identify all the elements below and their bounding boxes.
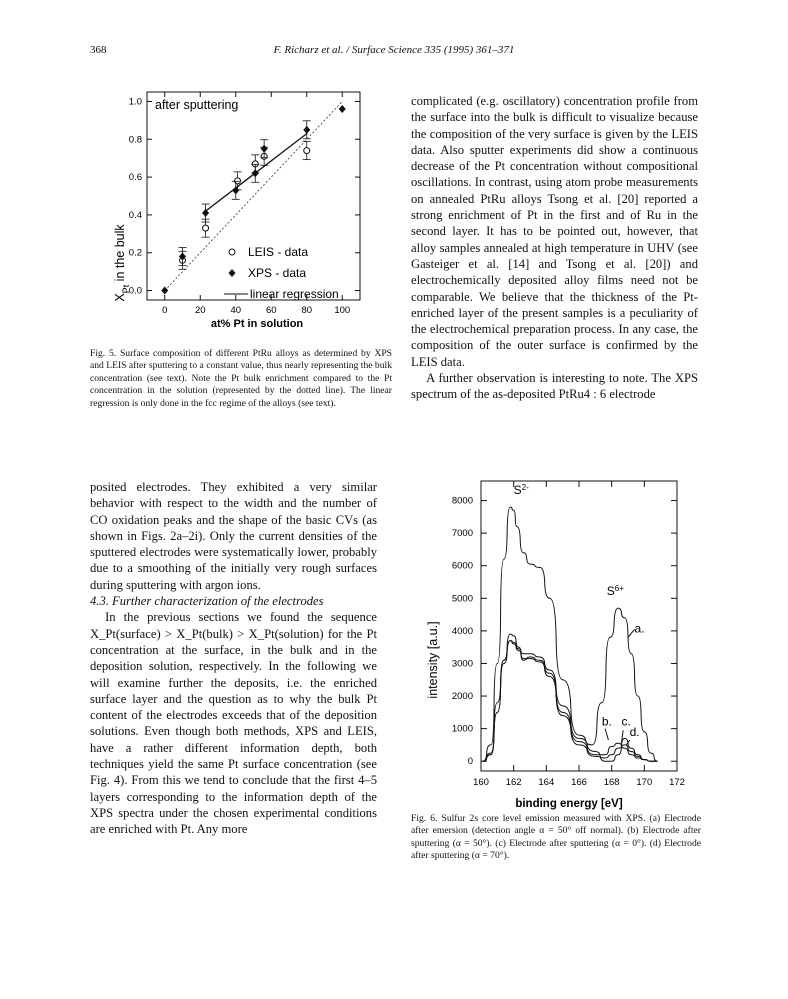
fig6-curve-d bbox=[483, 641, 658, 762]
fig6-x-tick-label: 168 bbox=[603, 777, 620, 788]
fig5-legend-leis-marker bbox=[229, 249, 235, 255]
fig6-curve-label-b: b. bbox=[601, 714, 612, 729]
paragraph: posited electrodes. They exhibited a very similar behavior with respect to the width and the number of CO oxidation peaks and the shape of the basic CVs (as shown in Figs. 2a–2i). Only the current densities of the sputtered electrodes were systematically lower, probably due to a smoothing of the initially very rough surfaces during sputtering with argon ions. bbox=[90, 480, 377, 592]
fig6-x-tick-label: 162 bbox=[505, 777, 522, 788]
paragraph: In the previous sections we found the sequence X_Pt(surface) > X_Pt(bulk) > X_Pt(solution) for the Pt concentration at the surface, in the bulk and in the deposition solution, respectively. In the following we will examine further the deposits, i.e. the enriched surface layer and the question as to why the bulk Pt content of the electrodes exceeds that of the deposition solutions. Even though both methods, XPS and LEIS, have a rather different information depth, both techniques yield the same Pt surface concentration (see Fig. 4). From this we tend to conclude that the first 4–5 layers corresponding to the information depth of the XPS spectra under the chosen experimental conditions are enriched with Pt. Any more bbox=[90, 610, 377, 837]
figure-5-caption: Fig. 5. Surface composition of different PtRu alloys as determined by XPS and LEIS after sputtering to a constant value, thus nearly representing the bulk concentration (see text). Note the Pt bulk enrichment compared to the Pt concentration in the solution (represented by the dotted line). The linear regression is only done in the fcc regime of the alloys (see text). bbox=[90, 348, 392, 409]
figure-5-chart bbox=[90, 72, 390, 344]
fig6-y-tick-label: 5000 bbox=[451, 593, 473, 605]
fig5-legend-reg: linear regression bbox=[250, 287, 339, 301]
fig5-panel-label: after sputtering bbox=[155, 98, 239, 112]
fig6-curve-b bbox=[483, 641, 658, 762]
fig6-y-tick-label: 7000 bbox=[451, 528, 473, 540]
fig5-xps-point bbox=[339, 105, 346, 113]
fig5-xps-point bbox=[232, 186, 239, 194]
page-number: 368 bbox=[90, 44, 107, 56]
left-column-bottom bbox=[90, 479, 377, 838]
fig5-y-tick-label: 0.6 bbox=[128, 172, 142, 184]
fig5-y-tick-label: 0.8 bbox=[128, 134, 142, 146]
fig6-x-tick-label: 166 bbox=[571, 777, 587, 788]
fig6-y-tick-label: 1000 bbox=[451, 723, 473, 735]
fig5-leis-point bbox=[304, 148, 310, 154]
paragraph: complicated (e.g. oscillatory) concentration profile from the surface into the bulk is difficult to visualize because the composition of the very surface is given by the LEIS data. Also sputter experiments did show a continuous decrease of the Pt concentration without compositional oscillations. In contrast, using atom probe measurements on annealed PtRu alloys Tsong et al. [20] reported a strong enrichment of Pt in the first and of Ru in the second layer. It has to be pointed out, however, that alloy samples annealed at high temperature in UHV (see Gasteiger et al. [14] and Tsong et al. [20]) and electrochemically deposited alloy films need not be comparable. We believe that the thickness of the Pt-enriched layer of the present samples is a peculiarity of the electrochemical preparation process. In any case, the composition of the outer surface is confirmed by the LEIS data. bbox=[411, 94, 698, 369]
fig5-x-tick-label: 40 bbox=[230, 305, 242, 316]
fig6-peak-label-s2: $S^{2-}$ bbox=[513, 482, 529, 497]
fig5-legend-leis: LEIS - data bbox=[248, 245, 309, 259]
section-heading: 4.3. Further characterization of the electrodes bbox=[90, 594, 324, 609]
right-column-top bbox=[411, 93, 698, 403]
fig6-y-tick-label: 0 bbox=[467, 756, 473, 768]
fig6-x-tick-label: 160 bbox=[473, 777, 489, 788]
fig6-x-tick-label: 164 bbox=[538, 777, 555, 788]
fig6-curve-label-a: a. bbox=[634, 621, 645, 636]
fig6-x-tick-label: 170 bbox=[636, 777, 653, 788]
fig6-curve-label-c: c. bbox=[621, 714, 631, 729]
fig6-ylabel: intensity [a.u.] bbox=[426, 621, 440, 699]
fig5-ylabel: $X_{Pt}$ in the bulk bbox=[113, 224, 131, 302]
paragraph: A further observation is interesting to note. The XPS spectrum of the as-deposited PtRu4 : 6 electrode bbox=[411, 371, 698, 402]
figure-6-chart bbox=[415, 475, 705, 810]
fig5-x-tick-label: 80 bbox=[301, 305, 313, 316]
fig5-y-tick-label: 0.0 bbox=[128, 285, 142, 297]
fig5-solution-line bbox=[165, 101, 343, 290]
fig5-x-tick-label: 60 bbox=[265, 305, 277, 316]
fig6-peak-label-s6: $S^{6+}$ bbox=[606, 583, 624, 599]
fig5-x-tick-label: 0 bbox=[162, 305, 168, 316]
figure-6-caption: Fig. 6. Sulfur 2s core level emission measured with XPS. (a) Electrode after emersion (detection angle α = 50° off normal). (b) Electrode after sputtering (α = 50°). (c) Electrode after sputtering (α = 0°). (d) Electrode after sputtering (α = 70°). bbox=[411, 813, 701, 862]
fig6-y-tick-label: 3000 bbox=[451, 658, 473, 670]
fig6-label-b-leader bbox=[605, 729, 608, 740]
fig6-y-tick-label: 8000 bbox=[451, 495, 473, 507]
fig5-x-tick-label: 20 bbox=[194, 305, 206, 316]
fig5-xps-point bbox=[161, 287, 168, 295]
fig5-y-tick-label: 1.0 bbox=[128, 96, 142, 108]
fig5-leis-point bbox=[203, 225, 209, 231]
fig6-y-tick-label: 6000 bbox=[451, 560, 473, 572]
fig5-x-tick-label: 100 bbox=[334, 305, 351, 316]
fig5-xlabel: at% Pt in solution bbox=[210, 318, 304, 330]
fig5-y-tick-label: 0.4 bbox=[128, 209, 142, 221]
fig6-xlabel: binding energy [eV] bbox=[515, 798, 623, 810]
fig6-x-tick-label: 172 bbox=[669, 777, 685, 788]
fig5-xps-point bbox=[202, 209, 209, 217]
fig6-curve-label-d: d. bbox=[629, 724, 640, 739]
fig5-y-tick-label: 0.2 bbox=[128, 247, 142, 259]
fig6-y-tick-label: 4000 bbox=[451, 625, 473, 637]
running-head: F. Richarz et al. / Surface Science 335 (1995) 361–371 bbox=[273, 44, 515, 56]
fig5-legend-xps-marker bbox=[229, 269, 236, 277]
fig5-xps-point bbox=[261, 145, 268, 153]
fig5-xps-point bbox=[303, 126, 310, 134]
fig6-y-tick-label: 2000 bbox=[451, 691, 473, 703]
fig6-plot-frame bbox=[481, 481, 677, 771]
fig5-legend-xps: XPS - data bbox=[248, 266, 307, 280]
